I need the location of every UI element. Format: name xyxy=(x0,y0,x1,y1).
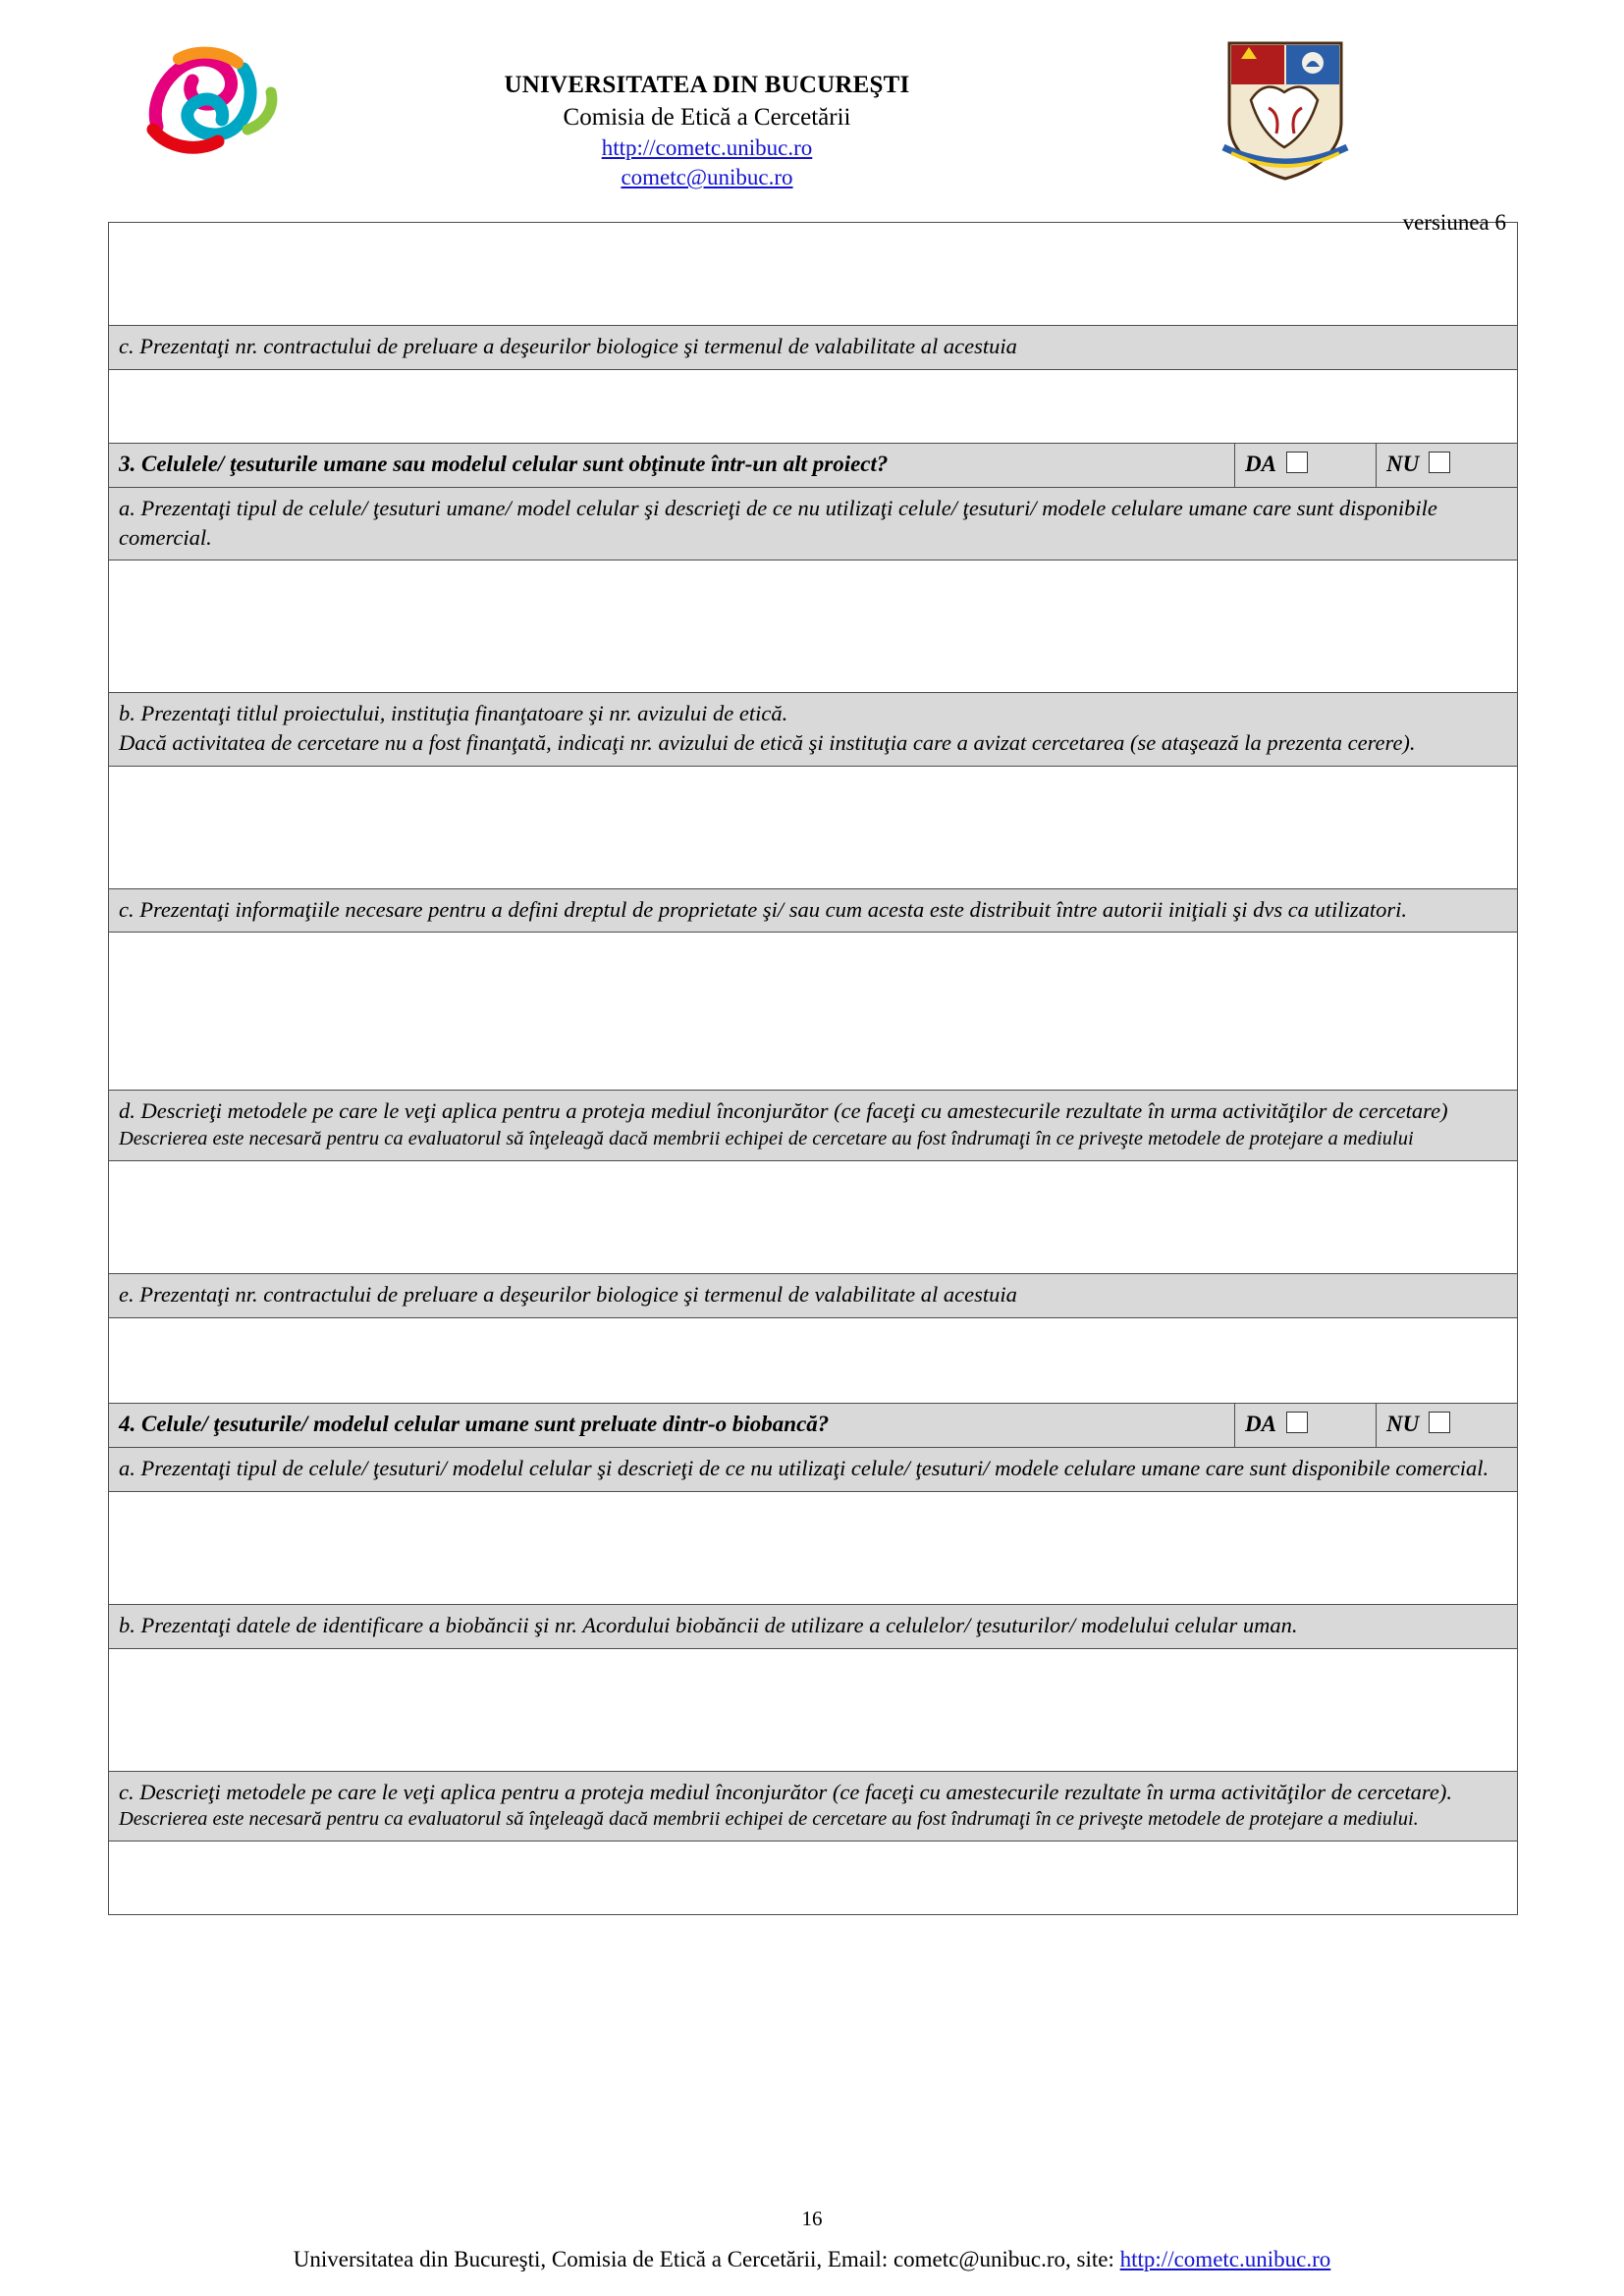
table-row xyxy=(109,888,1518,933)
unibuc-logo-icon xyxy=(128,33,285,161)
label-3e: e. Prezentaţi nr. contractului de preluare a deşeurilor biologice şi termenul de valabilitate al acestuia xyxy=(109,1274,1518,1318)
table-row xyxy=(109,1091,1518,1161)
label-4c-line2: Descrierea este necesară pentru ca evaluatorul să înţeleagă dacă membrii echipei de cercetare au fost îndrumaţi în ce priveşte metodele de protejare a mediului. xyxy=(119,1808,1419,1831)
question-4-yes-label: DA xyxy=(1245,1411,1276,1436)
table-row xyxy=(109,369,1518,443)
answer-field-3d[interactable] xyxy=(109,1161,1518,1274)
label-3d-line2: Descrierea este necesară pentru ca evaluatorul să înţeleagă dacă membrii echipei de cercetare au fost îndrumaţi în ce priveşte metodele de protejare a mediului xyxy=(119,1128,1414,1150)
table-row xyxy=(109,1161,1518,1274)
footer-text: Universitatea din Bucureşti, Comisia de Etică a Cercetării, Email: cometc@unibuc.ro, site: xyxy=(293,2247,1120,2271)
university-name: UNIVERSITATEA DIN BUCUREŞTI xyxy=(504,72,910,98)
answer-field-4c[interactable] xyxy=(109,1842,1518,1915)
table-row xyxy=(109,326,1518,370)
table-row xyxy=(109,1274,1518,1318)
header-text-block xyxy=(403,69,1011,193)
checkbox-icon[interactable] xyxy=(1429,1412,1450,1433)
answer-field-4a[interactable] xyxy=(109,1491,1518,1604)
label-4b: b. Prezentaţi datele de identificare a biobăncii şi nr. Acordului biobăncii de utilizare a celulelor/ ţesuturilor/ modelului celular uman. xyxy=(109,1604,1518,1648)
label-waste-contract: c. Prezentaţi nr. contractului de preluare a deşeurilor biologice şi termenul de valabilitate al acestuia xyxy=(109,326,1518,370)
answer-field-3c[interactable] xyxy=(109,933,1518,1091)
version-label: versiunea 6 xyxy=(1402,210,1506,235)
label-3d-line1: d. Descrieţi metodele pe care le veţi aplica pentru a proteja mediul înconjurător (ce faceţi cu amestecurile rezultate în urma activităţilor de cercetare) xyxy=(119,1098,1448,1124)
answer-field-top[interactable] xyxy=(109,223,1518,326)
table-row xyxy=(109,1317,1518,1403)
question-4-yes[interactable] xyxy=(1235,1403,1377,1447)
question-3-yes[interactable] xyxy=(1235,443,1377,487)
ethics-form-table xyxy=(108,222,1518,1915)
label-3d xyxy=(109,1091,1518,1161)
footer-site-link[interactable]: http://cometc.unibuc.ro xyxy=(1119,2247,1331,2271)
answer-field-4b[interactable] xyxy=(109,1648,1518,1771)
question-4-no[interactable] xyxy=(1377,1403,1518,1447)
table-row xyxy=(109,933,1518,1091)
question-4-no-label: NU xyxy=(1386,1411,1420,1436)
answer-field-waste-contract[interactable] xyxy=(109,369,1518,443)
question-3-yes-label: DA xyxy=(1245,451,1276,476)
label-3c: c. Prezentaţi informaţiile necesare pentru a defini dreptul de proprietate şi/ sau cum acesta este distribuit între autorii iniţiali şi dvs ca utilizatori. xyxy=(109,888,1518,933)
table-row xyxy=(109,561,1518,693)
question-4-text: 4. Celule/ ţesuturile/ modelul celular umane sunt preluate dintr-o biobancă? xyxy=(109,1403,1235,1447)
university-coat-of-arms-icon xyxy=(1212,31,1359,188)
page-header xyxy=(108,26,1516,235)
table-row xyxy=(109,1604,1518,1648)
page-footer xyxy=(0,2247,1624,2272)
table-row xyxy=(109,443,1518,487)
question-3-no[interactable] xyxy=(1377,443,1518,487)
email-link[interactable]: cometc@unibuc.ro xyxy=(621,165,793,190)
answer-field-3b[interactable] xyxy=(109,766,1518,888)
table-row xyxy=(109,693,1518,766)
label-3b-line2: Dacă activitatea de cercetare nu a fost finanţată, indicaţi nr. avizului de etică şi instituţia care a avizat cercetarea (se ataşează la prezenta cerere). xyxy=(119,730,1416,756)
checkbox-icon[interactable] xyxy=(1429,452,1450,473)
page-number: 16 xyxy=(801,2207,823,2230)
table-row xyxy=(109,1771,1518,1842)
checkbox-icon[interactable] xyxy=(1286,452,1308,473)
answer-field-3e[interactable] xyxy=(109,1317,1518,1403)
label-4c-line1: c. Descrieţi metodele pe care le veţi aplica pentru a proteja mediul înconjurător (ce faceţi cu amestecurile rezultate în urma activităţilor de cercetare). xyxy=(119,1779,1452,1804)
checkbox-icon[interactable] xyxy=(1286,1412,1308,1433)
label-3a: a. Prezentaţi tipul de celule/ ţesuturi umane/ model celular şi descrieţi de ce nu utilizaţi celule/ ţesuturi/ modele celulare umane care sunt disponibile comercial. xyxy=(109,488,1518,561)
question-3-no-label: NU xyxy=(1386,451,1420,476)
table-row xyxy=(109,223,1518,326)
label-3b xyxy=(109,693,1518,766)
table-row xyxy=(109,1491,1518,1604)
commission-name: Comisia de Etică a Cercetării xyxy=(563,104,851,131)
table-row xyxy=(109,1842,1518,1915)
label-4a: a. Prezentaţi tipul de celule/ ţesuturi/ modelul celular şi descrieţi de ce nu utilizaţi celule/ ţesuturi/ modele celulare umane care sunt disponibile comercial. xyxy=(109,1448,1518,1492)
label-4c xyxy=(109,1771,1518,1842)
table-row xyxy=(109,766,1518,888)
website-link[interactable]: http://cometc.unibuc.ro xyxy=(601,135,813,160)
table-row xyxy=(109,488,1518,561)
answer-field-3a[interactable] xyxy=(109,561,1518,693)
table-row xyxy=(109,1403,1518,1447)
question-3-text: 3. Celulele/ ţesuturile umane sau modelul celular sunt obţinute într-un alt proiect? xyxy=(109,443,1235,487)
table-row xyxy=(109,1448,1518,1492)
label-3b-line1: b. Prezentaţi titlul proiectului, instituţia finanţatoare şi nr. avizului de etică. xyxy=(119,701,788,726)
table-row xyxy=(109,1648,1518,1771)
